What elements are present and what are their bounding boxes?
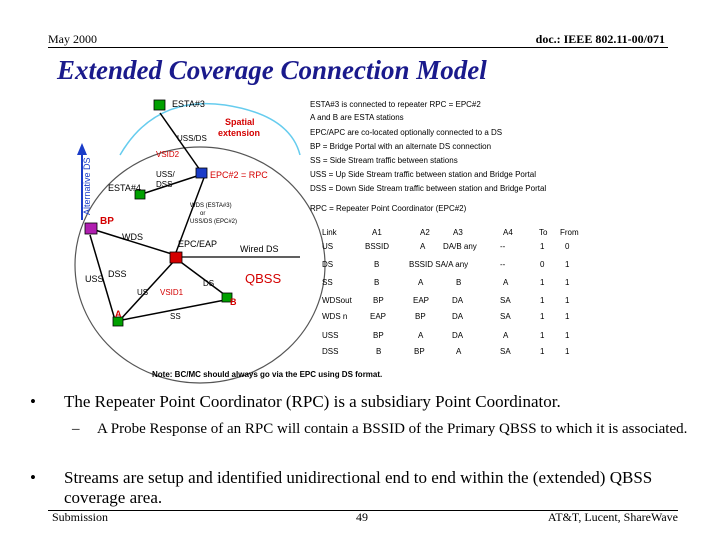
label-dss-left: DSS	[108, 269, 127, 279]
table-cell: BP	[373, 331, 384, 340]
table-cell: SA	[500, 312, 511, 321]
table-header-from: From	[560, 228, 579, 237]
table-cell: BSSID SA/A any	[409, 260, 469, 269]
label-wds-left: WDS	[122, 232, 143, 242]
table-cell: A	[503, 331, 509, 340]
table-cell: SS	[322, 278, 333, 287]
table-cell: DA	[452, 312, 464, 321]
bullet-rpc-text: The Repeater Point Coordinator (RPC) is a subsidiary Point Coordinator.	[64, 392, 561, 411]
label-epc-eap: EPC/EAP	[178, 239, 218, 249]
table-cell: B	[374, 260, 380, 269]
label-uss-dss-mid-2: DSS	[156, 180, 173, 189]
label-uss-left: USS	[85, 274, 104, 284]
legend-line-2: A and B are ESTA stations	[310, 113, 404, 122]
table-cell: A	[418, 331, 424, 340]
legend-line-1: ESTA#3 is connected to repeater RPC = EPC#2	[310, 100, 481, 109]
header-date: May 2000	[48, 32, 97, 46]
label-wds-3: USS/DS (EPC#2)	[190, 219, 238, 225]
label-vsid1: VSID1	[160, 288, 184, 297]
table-cell: DA/B any	[443, 242, 477, 251]
table-cell: 1	[565, 296, 570, 305]
table-cell: 1	[540, 242, 545, 251]
label-uss-dss-mid-1: USS/	[156, 170, 175, 179]
table-cell: BSSID	[365, 242, 390, 251]
table-cell: WDSout	[322, 296, 352, 305]
label-esta3: ESTA#3	[172, 99, 205, 109]
alternative-ds-arrowhead	[77, 143, 87, 155]
table-header-a4: A4	[503, 228, 513, 237]
label-uss-ds-top: USS/DS	[177, 134, 207, 143]
link-epceap-b	[178, 260, 225, 295]
table-cell: 0	[565, 242, 570, 251]
table-cell: A	[418, 278, 424, 287]
table-cell: 1	[540, 331, 545, 340]
label-wds-1: WDS (ESTA#3)	[190, 203, 232, 209]
table-cell: --	[500, 242, 506, 251]
table-cell: 1	[565, 278, 570, 287]
table-cell: B	[374, 278, 380, 287]
label-spatial-1: Spatial	[225, 117, 255, 127]
table-cell: SA	[500, 296, 511, 305]
table-header-a3: A3	[453, 228, 463, 237]
alternative-ds-label: Alternative DS	[82, 157, 92, 215]
footer-submission: Submission	[52, 510, 109, 524]
table-cell: A	[420, 242, 426, 251]
label-qbss: QBSS	[245, 271, 282, 286]
slide-title: Extended Coverage Connection Model	[57, 55, 487, 85]
table-cell: A	[456, 347, 462, 356]
label-bp: BP	[100, 216, 114, 227]
table-cell: 1	[565, 331, 570, 340]
label-us: US	[137, 288, 149, 297]
label-epc2-rpc: EPC#2 = RPC	[210, 170, 268, 180]
header-doc-id: doc.: IEEE 802.11-00/071	[535, 32, 665, 46]
bullet-glyph: •	[30, 468, 36, 487]
table-cell: 1	[565, 312, 570, 321]
label-vsid2: VSID2	[156, 150, 180, 159]
node-bp	[85, 223, 97, 234]
bullet-streams-text: Streams are setup and identified unidirectional end to end within the (extended) QBSS coverage area.	[64, 468, 653, 507]
table-cell: DSS	[322, 347, 339, 356]
label-b: B	[230, 297, 237, 307]
node-epc2-rpc	[196, 168, 207, 178]
table-cell: BP	[415, 312, 426, 321]
table-header-a1: A1	[372, 228, 382, 237]
table-cell: USS	[322, 331, 339, 340]
table-cell: B	[376, 347, 382, 356]
table-cell: BP	[414, 347, 425, 356]
table-header-to: To	[539, 228, 548, 237]
legend-line-6: USS = Up Side Stream traffic between station and Bridge Portal	[310, 170, 536, 179]
table-cell: 1	[565, 260, 570, 269]
table-cell: EAP	[413, 296, 430, 305]
addressing-table	[322, 228, 579, 356]
bullet-glyph: •	[30, 392, 36, 411]
table-header-a2: A2	[420, 228, 430, 237]
table-cell: SA	[500, 347, 511, 356]
table-cell: --	[500, 260, 506, 269]
legend-block	[310, 100, 546, 213]
table-cell: 1	[540, 347, 545, 356]
node-epc-eap	[170, 252, 182, 263]
header-rule	[48, 47, 668, 48]
legend-line-5: SS = Side Stream traffic between stations	[310, 156, 458, 165]
table-cell: 1	[540, 278, 545, 287]
table-cell: 1	[565, 347, 570, 356]
table-cell: WDS n	[322, 312, 348, 321]
table-cell: DA	[452, 296, 464, 305]
label-ss: SS	[170, 312, 181, 321]
connection-model-diagram	[60, 95, 690, 385]
table-cell: DS	[322, 260, 334, 269]
table-cell: B	[456, 278, 462, 287]
label-wds-2: or	[200, 211, 206, 217]
table-cell: 0	[540, 260, 545, 269]
table-cell: 1	[540, 296, 545, 305]
legend-line-7: DSS = Down Side Stream traffic between station and Bridge Portal	[310, 184, 547, 193]
table-cell: US	[322, 242, 334, 251]
table-cell: DA	[452, 331, 464, 340]
table-cell: BP	[373, 296, 384, 305]
table-cell: A	[503, 278, 509, 287]
footer-authors: AT&T, Lucent, ShareWave	[547, 510, 678, 524]
legend-line-8: RPC = Repeater Point Coordinator (EPC#2)	[310, 204, 467, 213]
dash-glyph: –	[72, 421, 80, 437]
label-wired-ds: Wired DS	[240, 244, 279, 254]
table-header-link: Link	[322, 228, 337, 237]
table-cell: 1	[540, 312, 545, 321]
sub-bullet-probe-response-text: A Probe Response of an RPC will contain a BSSID of the Primary QBSS to which it is associated.	[97, 421, 688, 437]
label-spatial-2: extension	[218, 128, 261, 138]
legend-line-3: EPC/APC are co-located optionally connected to a DS	[310, 128, 503, 137]
diagram-note: Note: BC/MC should always go via the EPC using DS format.	[152, 370, 383, 379]
label-a: A	[115, 309, 122, 319]
table-cell: EAP	[370, 312, 387, 321]
node-esta3	[154, 100, 165, 110]
legend-line-4: BP = Bridge Portal with an alternate DS connection	[310, 142, 492, 151]
label-ds: DS	[203, 279, 215, 288]
footer-page-number: 49	[356, 510, 368, 524]
label-esta4: ESTA#4	[108, 183, 141, 193]
